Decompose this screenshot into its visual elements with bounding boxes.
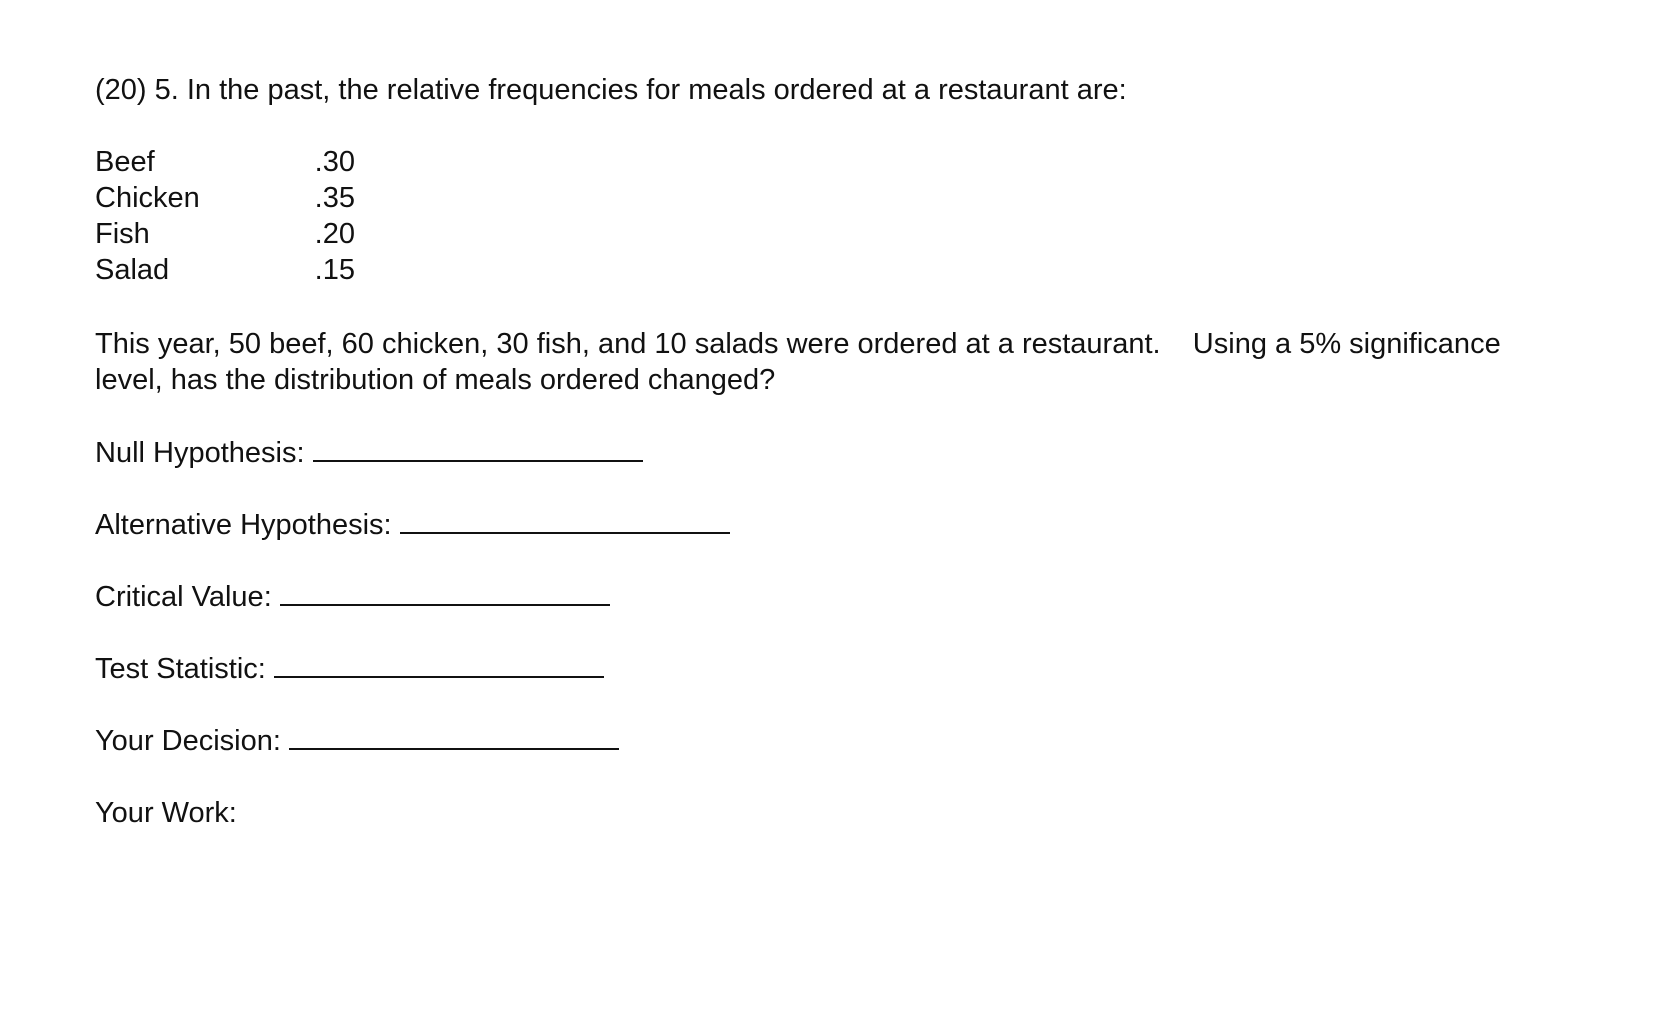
relative-frequency-table: [95, 144, 355, 288]
meal-frequency: .35: [314, 182, 355, 214]
meal-frequency: .20: [314, 218, 355, 250]
meal-name: Chicken: [95, 182, 200, 214]
your-work-label: Your Work:: [95, 797, 237, 829]
test-statistic-label: Test Statistic:: [95, 653, 266, 685]
null-hypothesis-row: [95, 434, 643, 471]
meal-name: Fish: [95, 218, 150, 250]
alternative-hypothesis-label: Alternative Hypothesis:: [95, 509, 392, 541]
test-statistic-blank[interactable]: [274, 650, 604, 678]
table-row: [95, 144, 355, 180]
alternative-hypothesis-row: [95, 506, 730, 543]
statement-line-2: level, has the distribution of meals ordered changed?: [95, 364, 776, 396]
table-row: [95, 216, 355, 252]
meal-frequency: .30: [314, 146, 355, 178]
your-decision-blank[interactable]: [289, 722, 619, 750]
test-statistic-row: [95, 650, 604, 687]
your-decision-row: [95, 722, 619, 759]
statement-line-1: This year, 50 beef, 60 chicken, 30 fish, and 10 salads were ordered at a restaurant. Using a 5% significance: [95, 328, 1501, 360]
critical-value-row: [95, 578, 610, 615]
null-hypothesis-label: Null Hypothesis:: [95, 437, 305, 469]
table-row: [95, 252, 355, 288]
critical-value-label: Critical Value:: [95, 581, 272, 613]
meal-frequency: .15: [314, 254, 355, 286]
problem-statement: [95, 326, 1615, 398]
meal-name: Salad: [95, 254, 170, 286]
table-row: [95, 180, 355, 216]
question-title: (20) 5. In the past, the relative frequencies for meals ordered at a restaurant are:: [95, 74, 1127, 106]
meal-name: Beef: [95, 146, 155, 178]
null-hypothesis-blank[interactable]: [313, 434, 643, 462]
alternative-hypothesis-blank[interactable]: [400, 506, 730, 534]
your-work-row: [95, 795, 237, 831]
critical-value-blank[interactable]: [280, 578, 610, 606]
your-decision-label: Your Decision:: [95, 725, 281, 757]
